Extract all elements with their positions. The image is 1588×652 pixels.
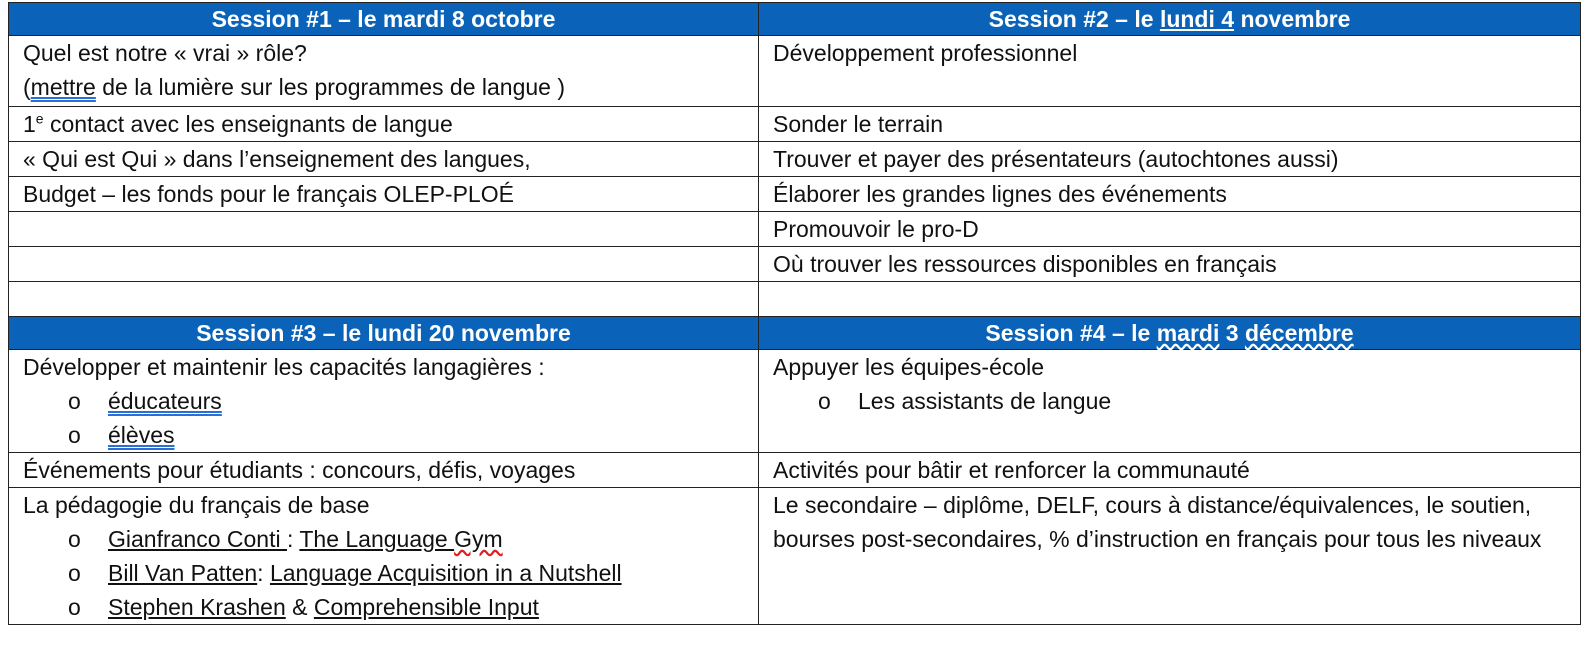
s1-contact-text: contact avec les enseignants de langue: [43, 111, 453, 137]
table-row: [9, 488, 1581, 625]
separator: :: [257, 560, 270, 586]
s4-cell-support: [759, 350, 1581, 453]
s2-item-0: Développement professionnel: [773, 40, 1078, 66]
s1-role-rest: de la lumière sur les programmes de langue ): [95, 74, 566, 100]
s3-capacities-text: Développer et maintenir les capacités langagières :: [23, 354, 545, 380]
list-item: [818, 384, 1580, 418]
session-1-heading: [9, 3, 759, 36]
table-row: [9, 36, 1581, 107]
session-2-heading-pre: Session #2 – le: [988, 6, 1160, 32]
header-row-2: [9, 317, 1581, 350]
sessions-table: [8, 2, 1581, 625]
s1-contact-sup: e: [35, 110, 44, 127]
s2-cell-0: [759, 36, 1581, 107]
empty-cell: [9, 212, 759, 247]
table-row: [9, 350, 1581, 453]
author-link[interactable]: Bill Van Patten: [108, 560, 258, 586]
s1-role-paren: (: [23, 74, 31, 100]
s3-cell-events: [9, 453, 759, 488]
list-item: [68, 590, 758, 624]
s1-cell-role: [9, 36, 759, 107]
separator: &: [285, 594, 314, 620]
session-4-heading: [759, 317, 1581, 350]
s2-cell-1: [759, 107, 1581, 142]
s4-support-item: Les assistants de langue: [858, 388, 1112, 414]
s1-role-line2: [23, 70, 758, 104]
s1-cell-contact: [9, 107, 759, 142]
s3-cell-capacities: [9, 350, 759, 453]
s1-cell-budget: [9, 177, 759, 212]
table-row: [9, 247, 1581, 282]
s3-capacity-link: éducateurs: [108, 388, 222, 414]
session-4-heading-pre: Session #4 – le: [985, 320, 1157, 346]
list-item: [68, 556, 758, 590]
session-2-heading-link: lundi 4: [1159, 6, 1235, 32]
session-2-heading: [759, 3, 1581, 36]
s2-item-2: Trouver et payer des présentateurs (autochtones aussi): [773, 146, 1339, 172]
s1-cell-quiestqui: [9, 142, 759, 177]
list-item: [68, 522, 758, 556]
s1-role-link: mettre: [30, 74, 96, 100]
s3-events-text: Événements pour étudiants : concours, défis, voyages: [23, 457, 576, 483]
s2-item-1: Sonder le terrain: [773, 111, 944, 137]
s2-item-5: Où trouver les ressources disponibles en français: [773, 251, 1277, 277]
s2-item-3: Élaborer les grandes lignes des événements: [773, 181, 1227, 207]
resource-link[interactable]: Comprehensible Input: [313, 594, 539, 620]
header-row-1: [9, 3, 1581, 36]
empty-cell: [9, 282, 759, 317]
s2-item-4: Promouvoir le pro-D: [773, 216, 979, 242]
table-row: [9, 282, 1581, 317]
s2-cell-5: [759, 247, 1581, 282]
list-item: [68, 418, 758, 452]
s1-contact-num: 1: [23, 111, 36, 137]
s3-pedagogy-list: [23, 522, 758, 624]
session-2-heading-post: novembre: [1234, 6, 1351, 32]
author-link[interactable]: Stephen Krashen: [108, 594, 286, 620]
s4-cell-secondary: [759, 488, 1581, 625]
s4-cell-community: [759, 453, 1581, 488]
s4-community-text: Activités pour bâtir et renforcer la communauté: [773, 457, 1250, 483]
s1-role-line1: Quel est notre « vrai » rôle?: [23, 40, 307, 66]
list-item: [68, 384, 758, 418]
s3-pedagogy-text: La pédagogie du français de base: [23, 492, 370, 518]
resource-link[interactable]: The Language: [299, 526, 455, 552]
resource-link-flagged[interactable]: Gym: [454, 526, 503, 552]
s4-support-list: [773, 384, 1580, 418]
table-row: [9, 142, 1581, 177]
s2-cell-3: [759, 177, 1581, 212]
s3-capacity-link: élèves: [108, 422, 175, 448]
table-row: [9, 453, 1581, 488]
session-4-heading-word1: mardi: [1156, 320, 1220, 346]
s4-secondary-text: Le secondaire – diplôme, DELF, cours à distance/équivalences, le soutien, bourses post-secondaires, % d’instruction en français pour tous les niveaux: [773, 492, 1542, 552]
table-row: [9, 177, 1581, 212]
session-4-heading-word2: décembre: [1244, 320, 1354, 346]
s1-quiestqui-text: « Qui est Qui » dans l’enseignement des langues,: [23, 146, 531, 172]
separator: :: [286, 526, 300, 552]
s3-capacities-list: [23, 384, 758, 452]
empty-cell: [9, 247, 759, 282]
table-row: [9, 107, 1581, 142]
s3-cell-pedagogy: [9, 488, 759, 625]
resource-link[interactable]: Language Acquisition in a Nutshell: [269, 560, 622, 586]
s1-budget-text: Budget – les fonds pour le français OLEP-PLOÉ: [23, 181, 514, 207]
s2-cell-4: [759, 212, 1581, 247]
session-3-heading-text: Session #3 – le lundi 20 novembre: [196, 320, 571, 346]
session-3-heading: [9, 317, 759, 350]
session-1-heading-text: Session #1 – le mardi 8 octobre: [211, 6, 556, 32]
empty-cell: [759, 282, 1581, 317]
s4-support-text: Appuyer les équipes-école: [773, 354, 1045, 380]
s2-cell-2: [759, 142, 1581, 177]
table-row: [9, 212, 1581, 247]
author-link[interactable]: Gianfranco Conti: [108, 526, 287, 552]
session-4-heading-mid: 3: [1219, 320, 1245, 346]
